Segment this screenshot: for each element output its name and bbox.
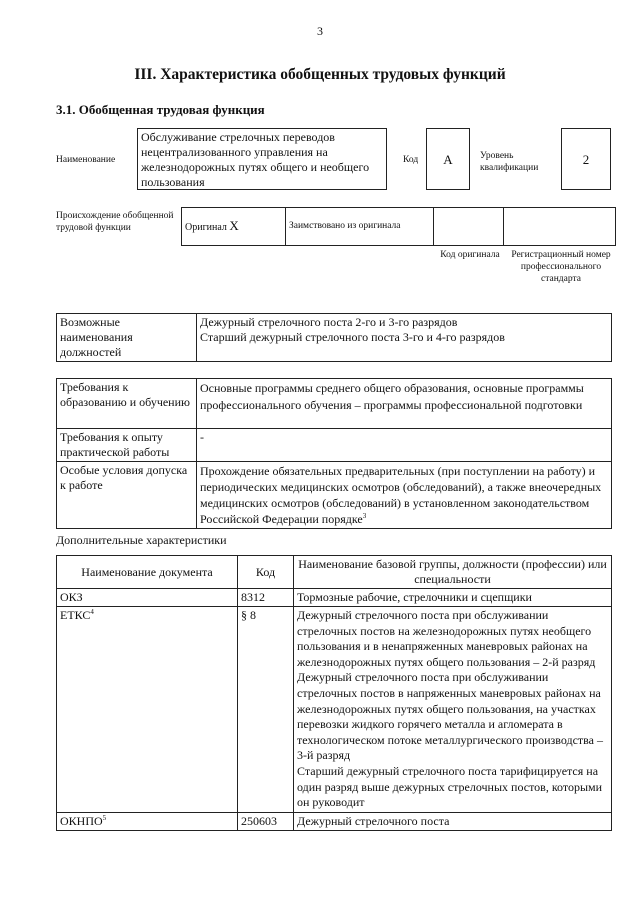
etks-line-1: Дежурный стрелочного поста при обслуживании стрелочных постов на железнодорожных путях необщего пользования и в ненапряженных маневровых районах на железнодорожных путях общего пользования – 2-й разряд: [297, 608, 596, 669]
req-special-cell: [197, 462, 612, 529]
page-number: 3: [317, 24, 323, 38]
section-title: III. Характеристика обобщенных трудовых функций: [134, 66, 506, 83]
origin-original-cell: [182, 208, 286, 246]
code-label: Код: [403, 155, 419, 165]
req-experience-value: -: [197, 429, 612, 462]
origin-code-cell: [434, 208, 504, 246]
origin-table: [181, 207, 616, 246]
subsection-title: 3.1. Обобщенная трудовая функция: [56, 102, 265, 117]
positions-label: Возможные наименования должностей: [57, 314, 197, 362]
gtf-name-value: Обслуживание стрелочных переводов нецентрализованного управления на железнодорожных путях общего и необщего пользования: [141, 130, 370, 189]
requirements-table: [56, 378, 612, 529]
req-education-value: Основные программы среднего общего образования, основные программы профессионального обучения – программы профессиональной подготовки: [197, 379, 612, 429]
borrowed-label: Заимствовано из оригинала: [286, 208, 434, 246]
row-etks-doc: [57, 607, 238, 813]
gtf-name-box: [137, 128, 387, 190]
etks-line-2: Дежурный стрелочного поста при обслуживании стрелочных постов в напряженных маневровых районах на железнодорожных путях общего пользования, на участках перевозки жидкого горячего металла и агломерата в технологическом потоке металлургического производства – 3-й разряд: [297, 670, 604, 763]
position-line: Дежурный стрелочного поста 2-го и 3-го разрядов: [200, 315, 458, 329]
req-special-label: Особые условия допуска к работе: [57, 462, 197, 529]
origin-reg-cell: [504, 208, 616, 246]
additional-title: Дополнительные характеристики: [56, 533, 227, 547]
position-line: Старший дежурный стрелочного поста 3-го и 4-го разрядов: [200, 330, 505, 344]
positions-table: [56, 313, 612, 362]
doc-name: ЕТКС: [60, 608, 91, 622]
code-box: [426, 128, 470, 190]
additional-table: [56, 555, 612, 831]
code-value: A: [443, 152, 453, 167]
row-okz-code: 8312: [238, 589, 294, 607]
original-label: Оригинал: [185, 222, 227, 233]
header-doc: Наименование документа: [57, 556, 238, 589]
row-oknpo-name: Дежурный стрелочного поста: [294, 812, 612, 830]
level-label: Уровень квалификации: [480, 151, 539, 173]
row-oknpo-doc: [57, 812, 238, 830]
footnote-4: 4: [90, 608, 94, 616]
footnote-5: 5: [102, 813, 107, 822]
etks-line-3: Старший дежурный стрелочного поста тарифицируется на один разряд выше дежурных стрелочных постов, которыми он руководит: [297, 763, 603, 810]
level-value: 2: [582, 152, 590, 167]
doc-name: ОКНПО: [60, 813, 103, 828]
row-okz-name: Тормозные рабочие, стрелочники и сцепщики: [294, 589, 612, 607]
origin-label: Происхождение обобщенной трудовой функции: [56, 211, 174, 233]
req-experience-label: Требования к опыту практической работы: [57, 429, 197, 462]
footnote-3: 3: [362, 512, 367, 520]
name-label: Наименование: [56, 155, 116, 165]
req-education-label: Требования к образованию и обучению: [57, 379, 197, 429]
row-okz-doc: [57, 589, 238, 607]
positions-value: [197, 314, 612, 362]
doc-name: ОКЗ: [60, 590, 83, 604]
row-etks-code: § 8: [238, 607, 294, 813]
header-code: Код: [238, 556, 294, 589]
header-name: Наименование базовой группы, должности (профессии) или специальности: [294, 556, 612, 589]
original-mark: X: [229, 218, 239, 233]
code-caption: Код оригинала: [440, 250, 500, 260]
reg-caption: Регистрационный номер профессионального стандарта: [511, 250, 611, 284]
row-etks-name: [294, 607, 612, 813]
level-box: [561, 128, 611, 190]
row-oknpo-code: 250603: [238, 812, 294, 830]
req-special-value: Прохождение обязательных предварительных (при поступлении на работу) и периодических медицинских осмотров (обследований), а также внеочередных медицинских осмотров (обследований) в установленном законодательством Российской Федерации порядке: [200, 464, 602, 526]
